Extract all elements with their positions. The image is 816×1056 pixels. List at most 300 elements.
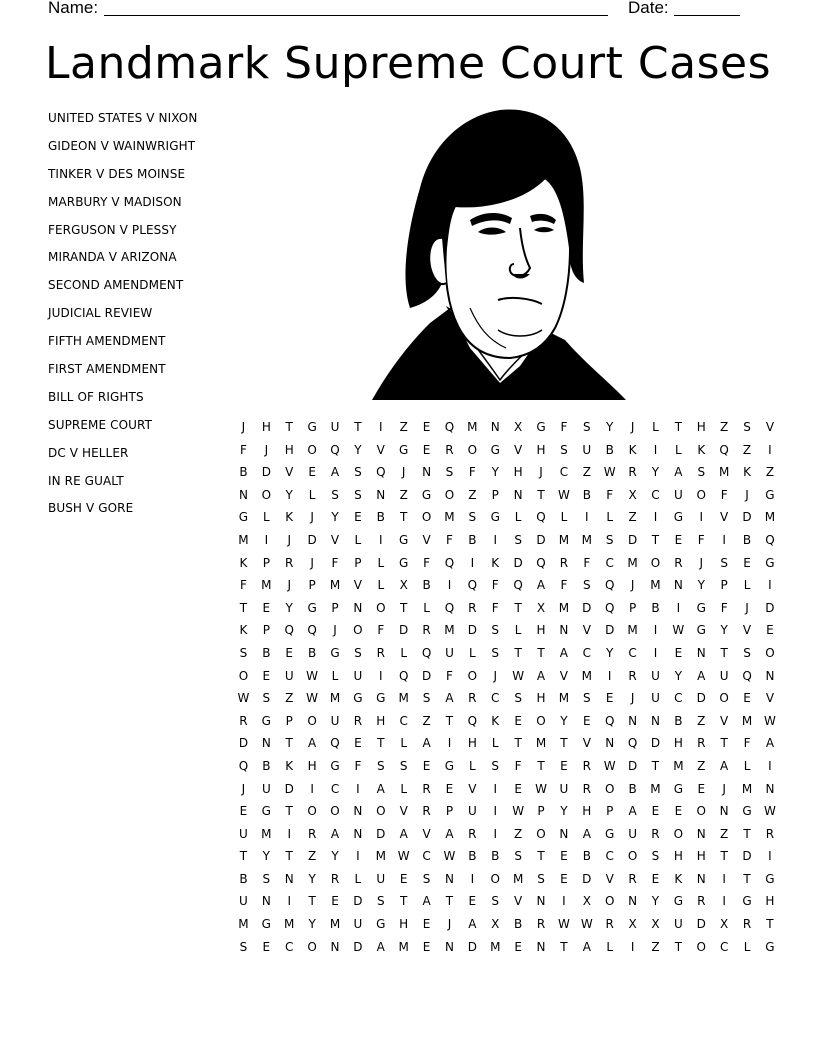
grid-letter[interactable]: G [696, 600, 706, 615]
grid-letter[interactable]: B [514, 917, 523, 932]
grid-letter[interactable]: I [493, 804, 498, 819]
grid-letter[interactable]: Y [331, 510, 339, 525]
grid-letter[interactable]: B [582, 487, 591, 502]
grid-letter[interactable]: G [673, 781, 684, 796]
grid-letter[interactable]: B [491, 849, 500, 864]
grid-letter[interactable]: U [353, 668, 363, 683]
grid-letter[interactable]: Y [606, 420, 614, 434]
grid-letter[interactable]: I [562, 894, 566, 909]
grid-letter[interactable]: D [376, 826, 386, 841]
grid-letter[interactable]: A [765, 736, 775, 751]
grid-letter[interactable]: B [239, 465, 248, 480]
grid-letter[interactable]: D [696, 917, 706, 932]
grid-letter[interactable]: N [422, 465, 432, 480]
grid-letter[interactable]: H [513, 465, 523, 480]
grid-letter[interactable]: L [331, 668, 339, 683]
grid-letter[interactable]: B [582, 849, 591, 864]
grid-letter[interactable]: U [330, 713, 340, 728]
grid-letter[interactable]: X [536, 600, 546, 615]
grid-letter[interactable]: P [354, 555, 362, 570]
grid-letter[interactable]: C [719, 939, 729, 954]
grid-letter[interactable]: P [285, 713, 293, 728]
grid-letter[interactable]: I [287, 826, 291, 841]
grid-letter[interactable]: Y [285, 600, 293, 615]
grid-letter[interactable]: G [376, 691, 386, 706]
grid-letter[interactable]: H [284, 442, 294, 457]
grid-letter[interactable]: E [422, 939, 431, 954]
grid-letter[interactable]: V [376, 442, 385, 457]
grid-letter[interactable]: Q [421, 645, 432, 660]
grid-letter[interactable]: P [331, 600, 339, 615]
grid-letter[interactable]: K [285, 510, 294, 525]
grid-letter[interactable]: Q [444, 555, 455, 570]
grid-letter[interactable]: D [421, 668, 432, 683]
grid-letter[interactable]: C [605, 849, 614, 864]
grid-letter[interactable]: B [651, 600, 660, 615]
grid-letter[interactable]: R [445, 442, 454, 457]
grid-letter[interactable]: J [241, 781, 246, 796]
grid-letter[interactable]: M [558, 691, 570, 706]
grid-letter[interactable]: U [651, 691, 660, 706]
grid-letter[interactable]: T [445, 713, 454, 728]
grid-letter[interactable]: G [307, 420, 317, 434]
grid-letter[interactable]: W [763, 713, 776, 728]
grid-letter[interactable]: I [356, 781, 360, 796]
grid-letter[interactable]: E [422, 917, 431, 932]
grid-letter[interactable]: S [262, 871, 271, 886]
grid-letter[interactable]: F [583, 555, 591, 570]
grid-letter[interactable]: A [674, 465, 683, 480]
grid-letter[interactable]: U [673, 917, 683, 932]
grid-letter[interactable]: L [743, 939, 751, 954]
grid-letter[interactable]: I [493, 826, 498, 841]
grid-letter[interactable]: X [514, 420, 523, 434]
grid-letter[interactable]: L [377, 555, 385, 570]
grid-letter[interactable]: V [399, 804, 408, 819]
grid-letter[interactable]: J [241, 420, 246, 434]
grid-letter[interactable]: Q [444, 420, 455, 434]
grid-letter[interactable]: Q [765, 532, 775, 547]
grid-letter[interactable]: D [742, 849, 752, 864]
grid-letter[interactable]: R [422, 804, 431, 819]
grid-letter[interactable]: P [537, 804, 545, 819]
grid-letter[interactable]: K [628, 442, 637, 457]
grid-letter[interactable]: J [447, 917, 452, 932]
grid-letter[interactable]: W [306, 691, 319, 706]
grid-letter[interactable]: N [513, 487, 523, 502]
grid-letter[interactable]: W [306, 668, 319, 683]
grid-letter[interactable]: D [582, 871, 592, 886]
grid-letter[interactable]: M [650, 781, 661, 796]
grid-letter[interactable]: M [741, 713, 753, 728]
grid-letter[interactable]: E [743, 555, 751, 570]
grid-letter[interactable]: L [262, 510, 270, 525]
grid-letter[interactable]: O [376, 600, 386, 615]
grid-letter[interactable]: B [605, 442, 614, 457]
grid-letter[interactable]: S [720, 555, 728, 570]
grid-letter[interactable]: S [491, 894, 500, 909]
grid-letter[interactable]: W [557, 487, 570, 502]
grid-letter[interactable]: N [765, 668, 775, 683]
grid-letter[interactable]: K [491, 713, 500, 728]
grid-letter[interactable]: L [560, 510, 568, 525]
grid-letter[interactable]: A [582, 939, 591, 954]
grid-letter[interactable]: W [603, 465, 616, 480]
grid-letter[interactable]: N [696, 871, 706, 886]
grid-letter[interactable]: C [330, 781, 340, 796]
grid-letter[interactable]: D [536, 532, 546, 547]
grid-letter[interactable]: Q [604, 578, 615, 593]
grid-letter[interactable]: G [765, 939, 775, 954]
grid-letter[interactable]: V [742, 623, 752, 638]
grid-letter[interactable]: T [400, 510, 408, 525]
grid-letter[interactable]: O [307, 939, 317, 954]
grid-letter[interactable]: B [468, 849, 477, 864]
grid-letter[interactable]: F [743, 736, 751, 751]
grid-letter[interactable]: M [261, 578, 272, 593]
grid-letter[interactable]: N [353, 804, 363, 819]
grid-letter[interactable]: N [238, 487, 248, 502]
grid-letter[interactable]: R [697, 736, 706, 751]
grid-letter[interactable]: G [399, 555, 409, 570]
grid-letter[interactable]: O [650, 555, 661, 570]
grid-letter[interactable]: I [630, 939, 635, 954]
grid-letter[interactable]: L [606, 510, 614, 525]
grid-letter[interactable]: E [674, 645, 683, 660]
grid-letter[interactable]: J [333, 623, 337, 638]
grid-letter[interactable]: S [239, 645, 248, 660]
grid-letter[interactable]: C [559, 465, 569, 480]
grid-letter[interactable]: B [262, 645, 271, 660]
grid-letter[interactable]: H [261, 420, 271, 434]
grid-letter[interactable]: I [470, 555, 475, 570]
grid-letter[interactable]: D [238, 736, 249, 751]
grid-letter[interactable]: C [399, 713, 408, 728]
grid-letter[interactable]: I [699, 510, 704, 525]
grid-letter[interactable]: Q [513, 578, 523, 593]
grid-letter[interactable]: P [491, 487, 499, 502]
grid-letter[interactable]: Q [398, 668, 409, 683]
grid-letter[interactable]: U [353, 917, 363, 932]
grid-letter[interactable]: V [720, 510, 729, 525]
grid-letter[interactable]: O [536, 713, 546, 728]
grid-letter[interactable]: R [628, 668, 637, 683]
grid-letter[interactable]: L [354, 871, 362, 886]
grid-letter[interactable]: M [558, 600, 570, 615]
grid-letter[interactable]: A [422, 736, 431, 751]
grid-letter[interactable]: T [377, 736, 385, 751]
grid-letter[interactable]: S [582, 578, 591, 593]
grid-letter[interactable]: Z [514, 826, 523, 841]
grid-letter[interactable]: E [514, 713, 522, 728]
grid-letter[interactable]: G [605, 826, 615, 841]
grid-letter[interactable]: D [353, 894, 363, 909]
grid-letter[interactable]: A [399, 826, 408, 841]
grid-letter[interactable]: V [582, 736, 591, 751]
grid-letter[interactable]: L [491, 736, 499, 751]
grid-letter[interactable]: F [239, 578, 247, 593]
grid-letter[interactable]: S [354, 645, 362, 660]
grid-letter[interactable]: A [376, 939, 385, 954]
grid-letter[interactable]: Y [697, 578, 705, 593]
grid-letter[interactable]: I [470, 871, 475, 886]
grid-letter[interactable]: U [376, 871, 386, 886]
grid-letter[interactable]: C [491, 691, 500, 706]
grid-letter[interactable]: D [513, 555, 523, 570]
grid-letter[interactable]: M [375, 849, 386, 864]
grid-letter[interactable]: Y [674, 668, 683, 683]
date-blank-line[interactable] [674, 14, 740, 16]
grid-letter[interactable]: H [536, 623, 546, 638]
grid-letter[interactable]: V [765, 420, 775, 434]
grid-letter[interactable]: E [262, 939, 271, 954]
grid-letter[interactable]: U [582, 442, 592, 457]
grid-letter[interactable]: I [653, 623, 658, 638]
grid-letter[interactable]: E [560, 849, 568, 864]
grid-letter[interactable]: T [766, 917, 774, 932]
grid-letter[interactable]: G [376, 917, 386, 932]
grid-letter[interactable]: H [673, 736, 683, 751]
grid-letter[interactable]: H [765, 894, 775, 909]
grid-letter[interactable]: Y [720, 623, 728, 638]
grid-letter[interactable]: F [606, 487, 614, 502]
grid-letter[interactable]: G [444, 758, 455, 773]
grid-letter[interactable]: J [722, 781, 726, 796]
grid-letter[interactable]: I [653, 645, 658, 660]
grid-letter[interactable]: E [354, 736, 362, 751]
grid-letter[interactable]: S [445, 465, 454, 480]
grid-letter[interactable]: T [354, 420, 362, 434]
grid-letter[interactable]: O [307, 713, 317, 728]
grid-letter[interactable]: I [447, 578, 452, 593]
grid-letter[interactable]: G [536, 420, 546, 434]
grid-letter[interactable]: A [720, 758, 729, 773]
grid-letter[interactable]: T [560, 736, 568, 751]
grid-letter[interactable]: Z [765, 465, 775, 480]
grid-letter[interactable]: T [720, 736, 728, 751]
grid-letter[interactable]: Q [467, 578, 478, 593]
grid-letter[interactable]: R [468, 691, 477, 706]
grid-letter[interactable]: W [672, 623, 685, 638]
grid-letter[interactable]: R [285, 555, 294, 570]
grid-letter[interactable]: P [262, 555, 270, 570]
grid-letter[interactable]: M [512, 871, 524, 886]
grid-letter[interactable]: N [536, 939, 546, 954]
grid-letter[interactable]: Y [262, 849, 270, 864]
grid-letter[interactable]: J [287, 578, 291, 593]
grid-letter[interactable]: W [237, 691, 250, 706]
grid-letter[interactable]: Z [422, 713, 431, 728]
grid-letter[interactable]: U [628, 826, 637, 841]
grid-letter[interactable]: E [651, 804, 660, 819]
grid-letter[interactable]: N [673, 578, 683, 593]
grid-letter[interactable]: E [514, 781, 522, 796]
grid-letter[interactable]: B [422, 578, 431, 593]
grid-letter[interactable]: J [539, 465, 543, 480]
grid-letter[interactable]: R [353, 713, 363, 728]
grid-letter[interactable]: T [537, 645, 545, 660]
grid-letter[interactable]: K [491, 555, 500, 570]
grid-letter[interactable]: P [308, 578, 316, 593]
grid-letter[interactable]: M [261, 826, 272, 841]
grid-letter[interactable]: R [582, 781, 591, 796]
grid-letter[interactable]: S [239, 939, 248, 954]
grid-letter[interactable]: V [422, 826, 431, 841]
grid-letter[interactable]: A [422, 894, 431, 909]
grid-letter[interactable]: W [557, 917, 570, 932]
grid-letter[interactable]: Q [238, 758, 249, 773]
grid-letter[interactable]: J [264, 442, 269, 457]
grid-letter[interactable]: E [743, 691, 751, 706]
grid-letter[interactable]: V [514, 894, 523, 909]
grid-letter[interactable]: F [423, 555, 431, 570]
grid-letter[interactable]: R [559, 555, 569, 570]
grid-letter[interactable]: B [376, 510, 385, 525]
grid-letter[interactable]: F [560, 420, 568, 434]
grid-letter[interactable]: U [261, 781, 271, 796]
grid-letter[interactable]: V [720, 713, 729, 728]
grid-letter[interactable]: U [467, 804, 477, 819]
grid-letter[interactable]: Y [560, 713, 568, 728]
grid-letter[interactable]: S [491, 623, 500, 638]
grid-letter[interactable]: G [261, 713, 271, 728]
grid-letter[interactable]: O [238, 668, 249, 683]
grid-letter[interactable]: E [766, 623, 774, 638]
grid-letter[interactable]: Q [284, 623, 294, 638]
grid-letter[interactable]: E [674, 804, 683, 819]
grid-letter[interactable]: G [238, 510, 249, 525]
grid-letter[interactable]: G [399, 442, 409, 457]
grid-letter[interactable]: Y [308, 871, 316, 886]
grid-letter[interactable]: O [719, 691, 729, 706]
grid-letter[interactable]: Y [491, 465, 499, 480]
grid-letter[interactable]: E [560, 758, 568, 773]
grid-letter[interactable]: T [537, 758, 545, 773]
grid-letter[interactable]: V [765, 691, 775, 706]
grid-letter[interactable]: E [354, 510, 362, 525]
grid-letter[interactable]: B [742, 532, 752, 547]
grid-letter[interactable]: L [308, 487, 316, 502]
grid-letter[interactable]: T [537, 487, 545, 502]
grid-letter[interactable]: I [379, 420, 383, 434]
grid-letter[interactable]: M [329, 691, 341, 706]
grid-letter[interactable]: A [536, 578, 546, 593]
grid-letter[interactable]: I [768, 442, 772, 457]
grid-letter[interactable]: U [445, 645, 454, 660]
grid-letter[interactable]: T [514, 600, 522, 615]
grid-letter[interactable]: T [445, 894, 454, 909]
grid-letter[interactable]: N [444, 871, 454, 886]
grid-letter[interactable]: S [560, 442, 568, 457]
grid-letter[interactable]: W [763, 804, 776, 819]
grid-letter[interactable]: T [720, 645, 728, 660]
grid-letter[interactable]: A [628, 804, 637, 819]
grid-letter[interactable]: G [261, 917, 271, 932]
grid-letter[interactable]: V [514, 442, 523, 457]
grid-letter[interactable]: S [399, 758, 408, 773]
grid-letter[interactable]: F [491, 600, 499, 615]
grid-letter[interactable]: S [743, 645, 751, 660]
grid-letter[interactable]: O [307, 442, 317, 457]
grid-letter[interactable]: Z [742, 442, 752, 457]
grid-letter[interactable]: Z [308, 849, 317, 864]
grid-letter[interactable]: U [559, 781, 569, 796]
grid-letter[interactable]: S [376, 758, 385, 773]
grid-letter[interactable]: M [764, 510, 776, 525]
grid-letter[interactable]: O [627, 849, 638, 864]
grid-letter[interactable]: I [722, 532, 726, 547]
grid-letter[interactable]: S [422, 691, 431, 706]
grid-letter[interactable]: I [585, 510, 589, 525]
grid-letter[interactable]: D [284, 781, 294, 796]
grid-letter[interactable]: I [653, 442, 658, 457]
grid-letter[interactable]: Y [651, 894, 660, 909]
grid-letter[interactable]: N [765, 781, 775, 796]
grid-letter[interactable]: P [628, 600, 637, 615]
grid-letter[interactable]: Z [582, 465, 591, 480]
grid-letter[interactable]: M [398, 691, 409, 706]
grid-letter[interactable]: Q [467, 713, 478, 728]
grid-letter[interactable]: G [742, 804, 752, 819]
grid-letter[interactable]: A [582, 826, 591, 841]
grid-letter[interactable]: S [491, 645, 500, 660]
grid-letter[interactable]: E [560, 871, 568, 886]
grid-letter[interactable]: E [514, 939, 522, 954]
grid-letter[interactable]: A [559, 645, 569, 660]
grid-letter[interactable]: Q [444, 600, 455, 615]
grid-letter[interactable]: L [400, 645, 408, 660]
grid-letter[interactable]: V [559, 668, 569, 683]
grid-letter[interactable]: I [768, 578, 772, 593]
grid-letter[interactable]: U [284, 668, 294, 683]
grid-letter[interactable]: S [491, 758, 500, 773]
grid-letter[interactable]: A [445, 826, 454, 841]
grid-letter[interactable]: F [468, 465, 476, 480]
grid-letter[interactable]: G [399, 532, 409, 547]
grid-letter[interactable]: A [330, 465, 340, 480]
grid-letter[interactable]: V [285, 465, 294, 480]
grid-letter[interactable]: E [445, 781, 454, 796]
grid-letter[interactable]: O [330, 804, 340, 819]
grid-letter[interactable]: S [537, 871, 545, 886]
grid-letter[interactable]: M [718, 465, 730, 480]
grid-letter[interactable]: L [514, 510, 522, 525]
grid-letter[interactable]: I [768, 758, 772, 773]
grid-letter[interactable]: E [262, 668, 271, 683]
grid-letter[interactable]: L [652, 420, 659, 434]
grid-letter[interactable]: K [239, 623, 248, 638]
grid-letter[interactable]: U [239, 826, 248, 841]
grid-letter[interactable]: Y [606, 645, 614, 660]
grid-letter[interactable]: O [490, 871, 500, 886]
grid-letter[interactable]: I [493, 532, 498, 547]
grid-letter[interactable]: W [443, 849, 456, 864]
grid-letter[interactable]: O [604, 781, 615, 796]
grid-letter[interactable]: Z [399, 487, 408, 502]
grid-letter[interactable]: M [627, 623, 638, 638]
grid-letter[interactable]: D [765, 600, 775, 615]
grid-letter[interactable]: E [239, 804, 248, 819]
grid-letter[interactable]: T [674, 939, 683, 954]
grid-letter[interactable]: S [582, 420, 591, 434]
grid-letter[interactable]: A [376, 781, 385, 796]
grid-letter[interactable]: M [329, 578, 341, 593]
grid-letter[interactable]: R [468, 826, 477, 841]
grid-letter[interactable]: S [514, 532, 522, 547]
grid-letter[interactable]: M [535, 736, 547, 751]
grid-letter[interactable]: H [536, 442, 546, 457]
grid-letter[interactable]: S [743, 420, 751, 434]
